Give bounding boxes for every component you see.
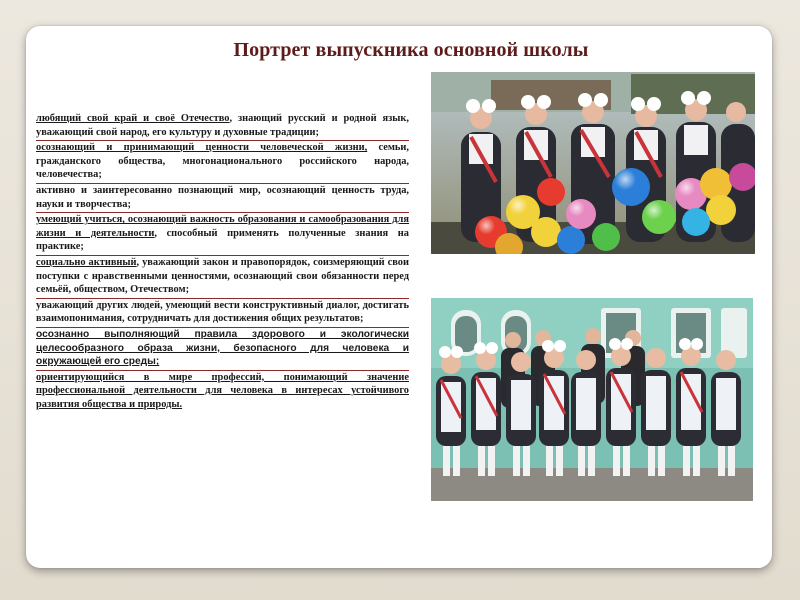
item-text: уважающий других людей, умеющий вести конструктивный диалог, достигать взаимопонимания, сотрудничать для достижения общих результатов; bbox=[36, 299, 409, 325]
item-underlined: осознающий и принимающий ценности человеческой жизни, bbox=[36, 142, 368, 154]
slide-title: Портрет выпускника основной школы bbox=[233, 39, 589, 61]
list-item bbox=[36, 328, 409, 371]
item-underlined: осознанно выполняющий правила здорового и экологически целесообразного образа жизни, безопасного для человека и окружающей его среды; bbox=[36, 328, 409, 368]
list-item bbox=[36, 256, 409, 299]
list-item bbox=[36, 112, 409, 141]
graduates-group-photo bbox=[431, 298, 753, 501]
graduates-with-balloons-photo bbox=[431, 72, 755, 254]
item-underlined: умеющий учиться, осознающий важность образования и самообразования для жизни и деятельности bbox=[36, 214, 409, 239]
list-item bbox=[36, 371, 409, 413]
slide-card bbox=[26, 26, 772, 568]
item-text: семьи, гражданского общества, многонационального российского народа, человечества; bbox=[36, 142, 409, 181]
item-underlined: социально активный bbox=[36, 256, 137, 268]
item-text: , уважающий закон и правопорядок, соизмеряющий свои поступки с нравственными ценностями, осознающий свои обязанности перед семьёй, обществом, Отечеством; bbox=[36, 256, 409, 296]
list-item bbox=[36, 141, 409, 184]
item-text: , знающий русский и родной язык, уважающий свой народ, его культуру и духовные традиции; bbox=[36, 113, 409, 138]
item-text: активно и заинтересованно познающий мир, осознающий ценность труда, науки и творчества; bbox=[36, 184, 409, 210]
item-text: , способный применять полученные знания на практике; bbox=[36, 227, 409, 253]
list-item bbox=[36, 299, 409, 328]
item-underlined: ориентирующийся в мире профессий, понимающий значение профессиональной деятельности для человека в интересах устойчивого развития общества и природы. bbox=[36, 371, 409, 410]
balloons-photo-art bbox=[431, 72, 755, 254]
item-underlined: любящий свой край и своё Отечество bbox=[36, 113, 230, 124]
group-photo-art bbox=[431, 298, 753, 501]
list-item bbox=[36, 184, 409, 213]
graduate-qualities-list bbox=[36, 112, 409, 412]
list-item bbox=[36, 213, 409, 256]
